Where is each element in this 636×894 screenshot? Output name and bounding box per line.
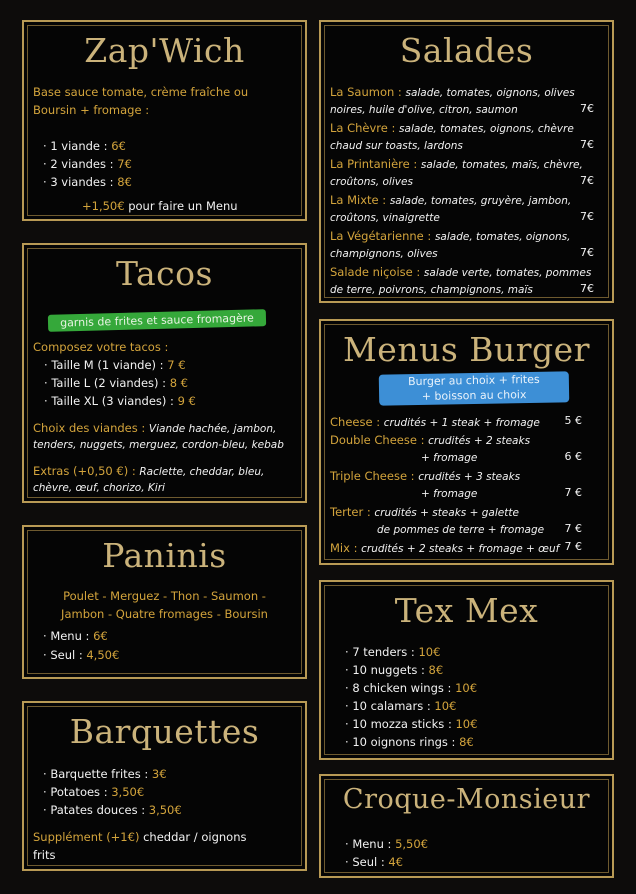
burger-desc-1: crudités + 3 steaks xyxy=(418,471,521,483)
salade-desc-2: chaud sur toasts, lardons xyxy=(330,140,463,152)
salade-price: 7€ xyxy=(580,282,594,295)
burger-item xyxy=(330,504,519,521)
salade-item xyxy=(330,192,571,209)
salades-section xyxy=(319,20,614,303)
texmex-item: · 10 oignons rings : 8€ xyxy=(345,735,474,749)
salades-title: Salades xyxy=(399,31,534,70)
texmex-item: · 7 tenders : 10€ xyxy=(345,645,441,659)
croque-section xyxy=(319,774,614,878)
salade-price: 7€ xyxy=(580,210,594,223)
salade-item xyxy=(330,264,591,281)
barquettes-section xyxy=(22,701,307,871)
salade-desc-2: champignons, olives xyxy=(330,248,438,260)
paninis-list-1: Poulet - Merguez - Thon - Saumon - xyxy=(63,589,266,603)
salade-desc-1: salade verte, tomates, pommes xyxy=(423,267,592,279)
barquettes-supplement-2: frits xyxy=(33,848,56,862)
burger-title: Menus Burger xyxy=(343,330,590,369)
tacos-compose: Composez votre tacos : xyxy=(33,340,169,354)
tacos-section xyxy=(22,243,307,503)
tacos-size: · Taille XL (3 viandes) : 9 € xyxy=(44,394,196,408)
salade-desc-2: croûtons, vinaigrette xyxy=(330,212,440,224)
salade-desc-1: salade, tomates, maïs, chèvre, xyxy=(420,159,583,171)
salade-name: La Mixte : xyxy=(330,193,390,207)
burger-price: 6 € xyxy=(564,450,582,463)
salade-desc-1: salade, tomates, oignons, chèvre xyxy=(399,123,574,135)
salade-desc-2: noires, huile d'olive, citron, saumon xyxy=(330,104,518,116)
barquettes-item: · Patates douces : 3,50€ xyxy=(43,803,182,817)
paninis-item: · Menu : 6€ xyxy=(43,629,108,643)
tacos-size: · Taille L (2 viandes) : 8 € xyxy=(44,376,188,390)
tacos-title: Tacos xyxy=(116,254,213,293)
burger-item xyxy=(330,468,520,485)
tacos-extras-2: chèvre, œuf, chorizo, Kiri xyxy=(33,482,165,494)
salade-name: La Végétarienne : xyxy=(330,229,435,243)
burger-name: Mix : xyxy=(330,541,362,555)
paninis-title: Paninis xyxy=(102,536,227,575)
salade-name: La Saumon : xyxy=(330,85,406,99)
burger-name: Terter : xyxy=(330,505,375,519)
barquettes-item: · Barquette frites : 3€ xyxy=(43,767,167,781)
burger-desc-2: de pommes de terre + fromage xyxy=(377,524,545,536)
texmex-item: · 10 mozza sticks : 10€ xyxy=(345,717,478,731)
paninis-list-2: Jambon - Quatre fromages - Boursin xyxy=(61,607,268,621)
zapwich-item: · 2 viandes : 7€ xyxy=(43,157,132,171)
croque-item: · Menu : 5,50€ xyxy=(345,837,429,851)
burger-price: 7 € xyxy=(564,540,582,553)
salade-price: 7€ xyxy=(580,102,594,115)
zapwich-intro-2: Boursin + fromage : xyxy=(33,103,150,117)
burger-item xyxy=(330,540,559,557)
burger-price: 7 € xyxy=(564,522,582,535)
barquettes-title: Barquettes xyxy=(69,712,260,751)
croque-item: · Seul : 4€ xyxy=(345,855,403,869)
paninis-item: · Seul : 4,50€ xyxy=(43,648,120,662)
texmex-item: · 10 nuggets : 8€ xyxy=(345,663,444,677)
salade-item xyxy=(330,228,570,245)
burger-desc-1: crudités + 2 steaks xyxy=(428,435,531,447)
burger-desc-2: + fromage xyxy=(421,488,478,500)
salade-desc-2: de terre, poivrons, champignons, maïs xyxy=(330,284,533,296)
burger-item xyxy=(330,414,540,431)
zapwich-menu-note: +1,50€ pour faire un Menu xyxy=(82,199,238,213)
salade-desc-2: croûtons, olives xyxy=(330,176,413,188)
burger-name: Cheese : xyxy=(330,415,384,429)
burger-desc-1: crudités + steaks + galette xyxy=(374,507,519,519)
salade-desc-1: salade, tomates, gruyère, jambon, xyxy=(389,195,572,207)
salade-name: Salade niçoise : xyxy=(330,265,424,279)
burger-banner-1: Burger au choix + frites xyxy=(407,372,540,389)
salade-desc-1: salade, tomates, oignons, olives xyxy=(405,87,575,99)
zapwich-item: · 1 viande : 6€ xyxy=(43,139,126,153)
zapwich-item: · 3 viandes : 8€ xyxy=(43,175,132,189)
zapwich-section xyxy=(22,20,307,221)
salade-item xyxy=(330,84,575,101)
burger-price: 7 € xyxy=(564,486,582,499)
burger-desc-1: crudités + 1 steak + fromage xyxy=(383,417,540,429)
tacos-size: · Taille M (1 viande) : 7 € xyxy=(44,358,186,372)
salade-name: La Printanière : xyxy=(330,157,421,171)
salade-price: 7€ xyxy=(580,246,594,259)
salade-price: 7€ xyxy=(580,138,594,151)
salade-item xyxy=(330,120,574,137)
burger-banner xyxy=(379,371,570,405)
tacos-extras: Extras (+0,50 €) : Raclette, cheddar, bleu, xyxy=(33,464,265,478)
texmex-section xyxy=(319,580,614,760)
barquettes-item: · Potatoes : 3,50€ xyxy=(43,785,145,799)
texmex-title: Tex Mex xyxy=(394,591,539,630)
salade-name: La Chèvre : xyxy=(330,121,400,135)
texmex-item: · 8 chicken wings : 10€ xyxy=(345,681,478,695)
burger-desc-1: crudités + 2 steaks + fromage + œuf xyxy=(361,543,560,555)
burger-banner-2: + boisson au choix xyxy=(421,388,527,403)
salade-desc-1: salade, tomates, oignons, xyxy=(434,231,571,243)
salade-price: 7€ xyxy=(580,174,594,187)
burger-item xyxy=(330,432,530,449)
burger-section xyxy=(319,319,614,565)
barquettes-supplement: Supplément (+1€) cheddar / oignons xyxy=(33,830,247,844)
texmex-item: · 10 calamars : 10€ xyxy=(345,699,457,713)
burger-price: 5 € xyxy=(564,414,582,427)
tacos-meats-2: tenders, nuggets, merguez, cordon-bleu, kebab xyxy=(33,439,284,451)
salade-item xyxy=(330,156,583,173)
paninis-section xyxy=(22,525,307,679)
tacos-banner: garnis de frites et sauce fromagère xyxy=(48,309,266,332)
zapwich-title: Zap'Wich xyxy=(84,31,245,70)
burger-name: Triple Cheese : xyxy=(330,469,419,483)
burger-name: Double Cheese : xyxy=(330,433,429,447)
burger-desc-2: + fromage xyxy=(421,452,478,464)
tacos-meats: Choix des viandes : Viande hachée, jambon, xyxy=(33,421,277,435)
zapwich-intro-1: Base sauce tomate, crème fraîche ou xyxy=(33,85,249,99)
croque-title: Croque-Monsieur xyxy=(342,784,591,815)
